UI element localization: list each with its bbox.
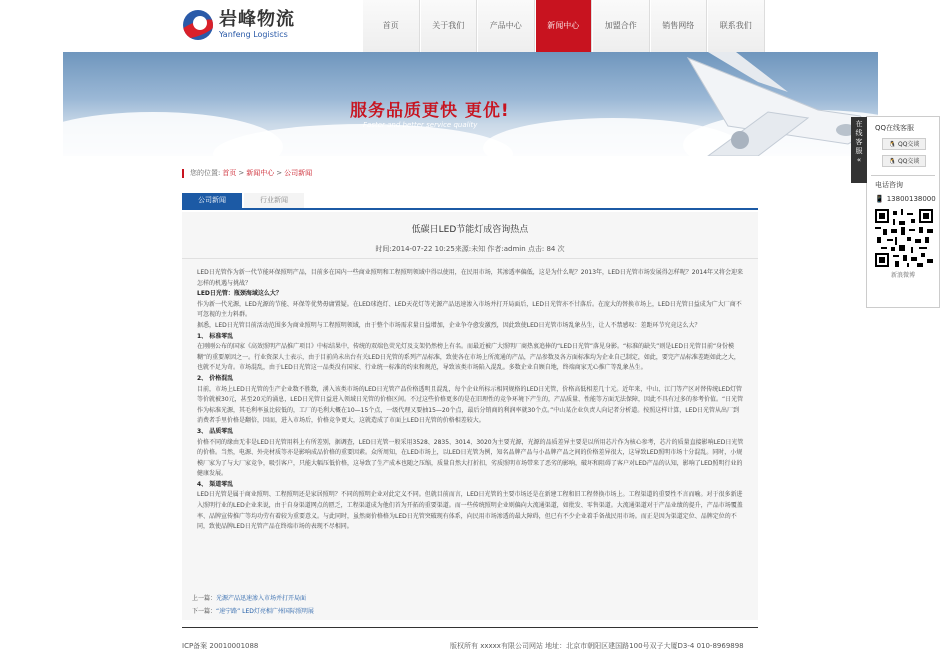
qr-code-image xyxy=(875,209,933,267)
logo-en-text: Yanfeng Logistics xyxy=(219,30,288,39)
qq-icon: 🐧 xyxy=(888,141,897,148)
airplane-icon xyxy=(648,52,878,156)
qr-caption: 新浪微博 xyxy=(890,272,915,279)
site-logo[interactable] xyxy=(183,6,295,44)
article-paragraph: LED日光管是属于商业照明、工程照明还是家居照明？不同的照明企业对此定义不同。但就目前而言，LED日光管的主要市场还是在新建工程和旧工程替换市场上。工程渠道的重要性不言而喻。对于很多新进入照明行业的LED企业来说，由于自身渠道网点的匮乏，工程渠道成为他们首为开拓的重要渠道。而一些传统照明企业则偏向大流通渠道，如批发、零售渠道。大流通渠道对于产品业绩的提升，产品市场覆盖率、品牌宣传推广等均功劳有着较为重要意义。与此同时，虽然商价格格为LED日光管突破现有体系，向民用市场渗透的最大障碍，但已有不少企业着手备战民用市场。而正是因为渠道定位、品牌定位的不同，致使品牌LED日光管产品在终端市场的表现不尽相同。 xyxy=(197,491,743,531)
article-heading: 3、 品质零乱 xyxy=(197,427,234,435)
breadcrumb-marker xyxy=(182,169,184,178)
article-paragraph: 作为新一代光源，LED光源的节能、环保等优势毋庸置疑。在LED球泡灯、LED天花灯等光源产品迅速渗入市场并打开局面后，LED日光管亦不甘落后。在庞大的替换市场上，LED日光管日益成为广大厂商不可忽视的主力料群。 xyxy=(197,300,742,319)
banner-subtitle: Faster and better service quality xyxy=(363,121,478,129)
logo-icon xyxy=(183,10,213,40)
breadcrumb-company-news[interactable]: 公司新闻 xyxy=(284,169,313,177)
qr-code xyxy=(875,209,933,267)
nav-news[interactable]: 新闻中心 xyxy=(535,0,593,52)
footer-copyright: 版权所有 xxxxx有限公司网站 地址：北京市朝阳区建国路100号双子大厦D3-4 010-8969898 xyxy=(450,642,744,650)
nav-about[interactable]: 关于我们 xyxy=(420,0,478,52)
article-title: 低碳日LED节能灯成咨询热点 xyxy=(411,225,529,235)
prev-article-link[interactable]: 光源产品迅速渗入市场并打开局面 xyxy=(216,595,307,602)
logo-cn-text: 岩峰物流 xyxy=(219,9,295,30)
article-paragraph: 据悉，LED日光管目前活动范围多为商业照明与工程照明领域，由于整个市场需求量日益增加，企业争夺愈发激烈，因此致使LED日光管市场乱象丛生，让人不禁感叹：差距环节究竟这么大？ xyxy=(197,321,701,329)
news-tabs xyxy=(182,193,758,210)
nav-sales-network[interactable]: 销售网络 xyxy=(650,0,708,52)
nav-contact[interactable]: 联系我们 xyxy=(707,0,765,52)
qq-service-heading: QQ在线客服 xyxy=(875,124,915,132)
article-paragraph: 在刚刚公布的国家《高效照明产品推广项目》中标结果中，传统的双端色荧光灯及支架仍然榜上有名。而最近被广大照明厂商热衷追捧的“LED日光管”落见身影。“标准的缺失”则是LED日光管目前“身份模糊”的重要原因之一。行业资深人士表示，由于目前尚未出台有关LED日光管的系列产品标准，致使各在市场上所流通的产品，产品参数及各方面标准均为企业自己制定，如此，要完产品标准差距如此之大，也就不足为奇。市场混乱，由于LED日光管这一品类没有国家、行业统一标准的约束和规范，导致该类市场陷入混乱。多数企业自顾自地，终端商家无心推广等乱象丛生。 xyxy=(197,343,740,372)
article-paragraph: 价格不同的缘由无非是LED日光管用料上有所差别，据调查，LED日光管一般采用3528、2835、3014、3020为主要光源，光源的品质差异主要是以所用芯片作为核心参考，芯片的质量直接影响LED日光管的价格。当然，电源、外壳材质等亦是影响成品价格的重要因素。众所周知，在LED市场上，以LED日光管为例，知名品牌产品与小品牌产品之间的价格差异很大，这导致LED照明市场十分混乱。同时，小规模厂家为了与大厂家竞争，吸引客户，只能大幅压低价格，这导致了生产成本也随之压缩，质量自然大打折扣，劣质照明市场带来了恶劣的影响，破坏和阻碍了客户对LED产品的认知，影响了LED照明行业的健康发展。 xyxy=(197,438,744,478)
article-body xyxy=(197,268,745,533)
tab-company-news[interactable]: 公司新闻 xyxy=(182,193,242,208)
qq-chat-button[interactable]: 🐧 QQ交谈 xyxy=(882,138,926,150)
service-tab[interactable] xyxy=(851,117,867,183)
tab-industry-news[interactable]: 行业新闻 xyxy=(244,193,304,208)
article-pagination xyxy=(192,592,314,618)
breadcrumb-home[interactable]: 首页 xyxy=(222,169,237,177)
breadcrumb-news[interactable]: 新闻中心 xyxy=(246,169,275,177)
online-service-widget xyxy=(855,116,940,308)
article-heading: LED日光管：瓶颈海域这么大？ xyxy=(197,290,282,298)
nav-home[interactable]: 首页 xyxy=(362,0,420,52)
nav-products[interactable]: 产品中心 xyxy=(477,0,535,52)
phone-icon: 📱 xyxy=(875,195,884,203)
banner-title: 服务品质更快 更优! xyxy=(350,101,510,121)
breadcrumb-prefix: 您的位置: xyxy=(190,169,221,177)
article xyxy=(182,212,758,620)
article-heading: 1、 标准零乱 xyxy=(197,332,234,340)
site-header xyxy=(0,0,940,52)
hero-banner xyxy=(63,52,878,156)
collapse-icon[interactable]: « xyxy=(856,156,862,164)
phone-heading: 电话咨询 xyxy=(875,181,903,189)
service-tab-label: 在线客服 xyxy=(855,120,863,155)
footer-icp: ICP备案 20010001088 xyxy=(182,642,259,650)
nav-franchise[interactable]: 加盟合作 xyxy=(592,0,650,52)
article-paragraph: 目前，市场上LED日光管的生产企业数不胜数，湧入该类市场的LED日光管产品价格透明且混乱，每个企业所标示相同规格的LED日光管，价格高低相差几十元。近年来，中山、江门等产区对替传统LED灯管等价就被30元，甚至20元的涌息，LED日光管日益进入领域日光管的价格区间。不过这些价格更多的是在旧理性的竞争环境下产生的，产品质量、性能等方面无法保障，因此不具有过多的参考价值。“日光管作为标准光源，其毛利率虽比较低的，工厂的毛利大概在10—15个点，一级代理又要抽15—20个点，最后分销商的利润率就30个点。”中山某企业负责人向记者分析道。按照这样计算，LED日光管从出厂到消费者手里价格是翻倍，因而，进入市场后，价格竞争更大，这就造成了市面上LED日光管的价格相差较大。 xyxy=(197,385,744,425)
next-article-link[interactable]: “速宁路” LED灯亮相广州国际照明展 xyxy=(216,608,314,615)
article-paragraph: LED日光管作为新一代节能环保照明产品，目前多在国内一些商业照明和工程照明领域中得以使用，在民用市场，其渗透率偏低，这是为什么呢？2013年，LED日光管市场发展得怎样呢？2014年又将会迎来怎样的机遇与挑战？ xyxy=(197,269,744,287)
qq-chat-button[interactable]: 🐧 QQ交谈 xyxy=(882,155,926,167)
article-heading: 2、 价格混乱 xyxy=(197,374,234,382)
next-label: 下一篇： xyxy=(192,608,217,615)
article-heading: 4、 渠道零乱 xyxy=(197,480,234,488)
main-nav xyxy=(362,0,765,52)
prev-label: 上一篇： xyxy=(192,595,217,602)
breadcrumb: 您的位置: 首页 > 新闻中心 > 公司新闻 xyxy=(182,168,312,178)
phone-row xyxy=(867,190,939,203)
qq-icon: 🐧 xyxy=(888,158,897,165)
phone-number: 13800138000 xyxy=(886,195,936,203)
article-meta: 时间:2014-07-22 10:25来源:未知 作者:admin 点击: 84 次 xyxy=(375,245,565,253)
